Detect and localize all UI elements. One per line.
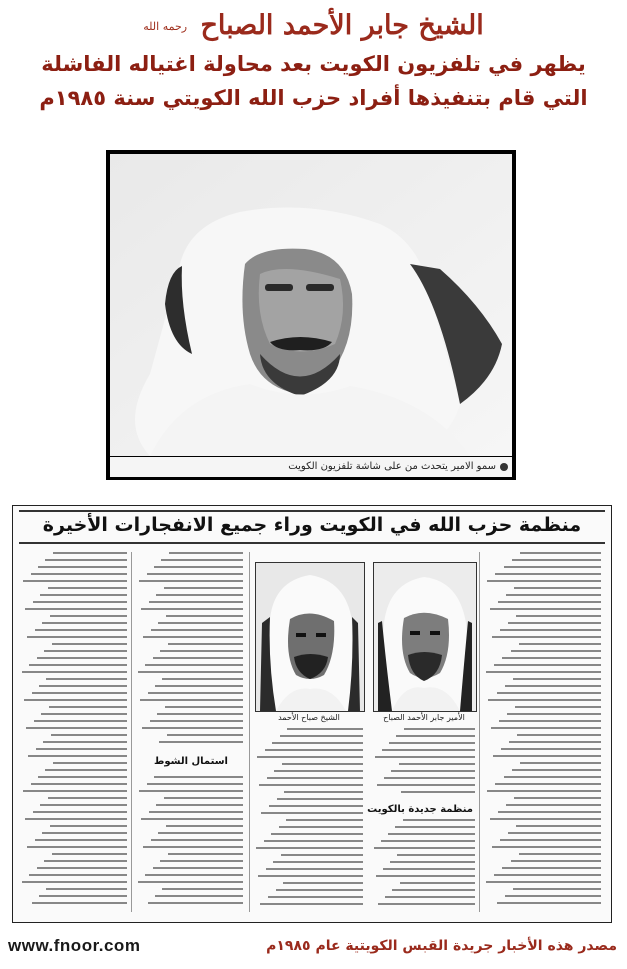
newsprint-line bbox=[45, 559, 127, 561]
newsprint-line bbox=[148, 692, 243, 694]
site-url: www.fnoor.com bbox=[8, 936, 141, 955]
newsprint-line bbox=[156, 594, 243, 596]
newsprint-line bbox=[45, 769, 127, 771]
newsprint-line bbox=[511, 860, 601, 862]
newsprint-line bbox=[166, 825, 243, 827]
newsprint-line bbox=[504, 776, 601, 778]
newsprint-line bbox=[141, 818, 243, 820]
newsprint-line bbox=[25, 608, 127, 610]
newsprint-line bbox=[499, 720, 601, 722]
newsprint-line bbox=[264, 840, 363, 842]
newsprint-line bbox=[491, 727, 601, 729]
newsprint-line bbox=[40, 804, 127, 806]
newsprint-line bbox=[53, 552, 127, 554]
newsprint-line bbox=[500, 629, 601, 631]
newsprint-line bbox=[32, 902, 127, 904]
newsprint-line bbox=[160, 650, 243, 652]
newsprint-line bbox=[141, 608, 243, 610]
newsprint-line bbox=[271, 833, 363, 835]
newsprint-line bbox=[156, 804, 243, 806]
newsprint-line bbox=[391, 770, 475, 772]
newsprint-line bbox=[383, 868, 475, 870]
newsprint-line bbox=[505, 685, 601, 687]
newsprint-line bbox=[32, 692, 127, 694]
newsprint-line bbox=[25, 818, 127, 820]
caption-bullet-icon bbox=[500, 463, 508, 471]
newsprint-line bbox=[165, 706, 243, 708]
newsprint-line bbox=[519, 853, 601, 855]
newsprint-line bbox=[46, 888, 127, 890]
photo-caption-text: سمو الامير يتحدث من على شاشة تلفزيون الكويت bbox=[288, 461, 496, 472]
newsprint-line bbox=[164, 797, 244, 799]
newsprint-line bbox=[389, 742, 475, 744]
newsprint-line bbox=[377, 784, 475, 786]
newsprint-line bbox=[284, 791, 363, 793]
newsprint-line bbox=[506, 594, 601, 596]
emir-photo-caption: الأمير جابر الأحمد الصباح bbox=[383, 713, 465, 722]
title-line-2: يظهر في تلفزيون الكويت بعد محاولة اغتياله الفاشلة bbox=[41, 52, 586, 76]
newsprint-line bbox=[492, 846, 601, 848]
newsprint-line bbox=[494, 874, 601, 876]
newsprint-line bbox=[167, 734, 243, 736]
newsprint-line bbox=[495, 573, 601, 575]
newsprint-line bbox=[497, 902, 601, 904]
newsprint-line bbox=[282, 763, 363, 765]
newsprint-line bbox=[157, 713, 243, 715]
newsprint-line bbox=[26, 727, 127, 729]
newsprint-line bbox=[504, 566, 601, 568]
subhead-new-organization: منظمة جديدة بالكويت bbox=[367, 804, 473, 815]
newsprint-line bbox=[516, 825, 601, 827]
title-suffix: رحمه الله bbox=[143, 20, 188, 33]
newsprint-line bbox=[24, 699, 127, 701]
newsprint-line bbox=[487, 790, 601, 792]
newsprint-line bbox=[140, 699, 243, 701]
newsprint-line bbox=[145, 664, 243, 666]
newsprint-line bbox=[139, 580, 243, 582]
newsprint-line bbox=[35, 839, 127, 841]
newsprint-line bbox=[151, 629, 243, 631]
newsprint-line bbox=[385, 896, 475, 898]
newsprint-line bbox=[34, 720, 127, 722]
newsprint-line bbox=[486, 671, 601, 673]
newsprint-line bbox=[513, 888, 601, 890]
newsprint-line bbox=[492, 636, 601, 638]
newsprint-line bbox=[513, 678, 601, 680]
newsprint-line bbox=[396, 735, 475, 737]
newsprint-line bbox=[273, 861, 363, 863]
newsprint-line bbox=[488, 699, 601, 701]
newsprint-line bbox=[514, 797, 601, 799]
newsprint-line bbox=[23, 790, 127, 792]
newsprint-line bbox=[139, 790, 243, 792]
newsprint-line bbox=[150, 720, 243, 722]
newsprint-line bbox=[52, 643, 127, 645]
newsprint-line bbox=[384, 777, 475, 779]
newsprint-line bbox=[388, 833, 475, 835]
newsprint-line bbox=[31, 573, 127, 575]
newspaper-clipping bbox=[12, 505, 612, 923]
newsprint-line bbox=[515, 706, 601, 708]
headline-rule-top bbox=[19, 510, 605, 512]
text-under-sabah-photo bbox=[255, 728, 363, 912]
newsprint-line bbox=[382, 749, 475, 751]
newsprint-line bbox=[168, 643, 243, 645]
newsprint-line bbox=[378, 903, 475, 905]
newsprint-line bbox=[269, 805, 363, 807]
newsprint-line bbox=[50, 825, 127, 827]
newsprint-line bbox=[260, 903, 363, 905]
source-attribution: مصدر هذه الأخبار جريدة القبس الكويتية عام ١٩٨٥م bbox=[266, 938, 617, 954]
newsprint-line bbox=[502, 867, 601, 869]
newsprint-line bbox=[517, 734, 601, 736]
column-divider bbox=[131, 552, 132, 912]
newsprint-line bbox=[520, 762, 601, 764]
newsprint-line bbox=[148, 902, 243, 904]
newsprint-line bbox=[168, 853, 243, 855]
newsprint-line bbox=[33, 601, 127, 603]
newsprint-line bbox=[143, 846, 243, 848]
newsprint-line bbox=[277, 798, 363, 800]
newsprint-line bbox=[50, 615, 127, 617]
newsprint-line bbox=[261, 812, 363, 814]
photo-caption bbox=[110, 457, 512, 477]
newsprint-line bbox=[274, 770, 363, 772]
newsprint-line bbox=[159, 741, 243, 743]
newsprint-line bbox=[506, 804, 601, 806]
newsprint-line bbox=[490, 818, 601, 820]
newsprint-line bbox=[38, 776, 127, 778]
newsprint-line bbox=[155, 685, 243, 687]
newsprint-line bbox=[36, 748, 127, 750]
text-column-right bbox=[485, 552, 601, 912]
emir-photo bbox=[373, 562, 477, 712]
newsprint-line bbox=[280, 735, 363, 737]
title-line-3: التي قام بتنفيذها أفراد حزب الله الكويتي سنة ١٩٨٥م bbox=[39, 86, 588, 110]
newsprint-line bbox=[138, 671, 243, 673]
newsprint-line bbox=[138, 881, 243, 883]
title-name: الشيخ جابر الأحمد الصباح bbox=[200, 10, 484, 41]
newsprint-line bbox=[51, 734, 127, 736]
newsprint-line bbox=[376, 875, 475, 877]
newsprint-line bbox=[161, 559, 243, 561]
newsprint-line bbox=[37, 867, 127, 869]
newsprint-line bbox=[147, 573, 243, 575]
newsprint-line bbox=[404, 728, 475, 730]
main-photo-frame bbox=[106, 150, 516, 480]
newsprint-line bbox=[143, 636, 243, 638]
newsprint-line bbox=[512, 769, 601, 771]
newsprint-line bbox=[498, 601, 601, 603]
newsprint-line bbox=[142, 727, 243, 729]
main-photo bbox=[110, 154, 512, 456]
newsprint-line bbox=[162, 888, 243, 890]
newsprint-line bbox=[487, 580, 601, 582]
newsprint-line bbox=[514, 587, 601, 589]
newsprint-line bbox=[42, 832, 127, 834]
newsprint-line bbox=[502, 657, 601, 659]
text-under-emir-photo bbox=[367, 728, 475, 912]
newsprint-line bbox=[154, 566, 243, 568]
newsprint-line bbox=[28, 755, 127, 757]
newsprint-line bbox=[512, 559, 601, 561]
newsprint-line bbox=[257, 756, 363, 758]
newsprint-line bbox=[43, 741, 127, 743]
newsprint-line bbox=[507, 713, 601, 715]
newsprint-line bbox=[158, 622, 243, 624]
newsprint-line bbox=[39, 685, 127, 687]
newsprint-line bbox=[495, 783, 601, 785]
sabah-portrait-image bbox=[256, 563, 364, 711]
column-divider bbox=[479, 552, 480, 912]
title-line-1 bbox=[0, 10, 627, 41]
newsprint-line bbox=[151, 839, 243, 841]
text-column-middle bbox=[137, 552, 243, 912]
newsprint-line bbox=[508, 622, 601, 624]
headline-rule-bottom bbox=[19, 542, 605, 544]
newsprint-line bbox=[505, 895, 601, 897]
newsprint-line bbox=[166, 615, 243, 617]
newsprint-line bbox=[500, 839, 601, 841]
newsprint-line bbox=[29, 874, 127, 876]
newsprint-line bbox=[154, 776, 243, 778]
newsprint-line bbox=[511, 650, 601, 652]
subhead-second: استمال الشوط bbox=[154, 756, 228, 767]
newsprint-line bbox=[399, 763, 476, 765]
newsprint-line bbox=[44, 650, 127, 652]
newsprint-line bbox=[401, 791, 475, 793]
newsprint-line bbox=[281, 854, 363, 856]
newsprint-line bbox=[279, 826, 363, 828]
newsprint-line bbox=[265, 749, 363, 751]
newsprint-line bbox=[256, 847, 363, 849]
newsprint-line bbox=[519, 643, 601, 645]
emir-portrait-image bbox=[374, 563, 476, 711]
column-divider bbox=[249, 552, 250, 912]
newsprint-line bbox=[268, 896, 363, 898]
newsprint-line bbox=[147, 783, 243, 785]
newsprint-line bbox=[494, 664, 601, 666]
newsprint-line bbox=[497, 692, 601, 694]
newsprint-line bbox=[153, 867, 243, 869]
newsprint-line bbox=[158, 832, 243, 834]
newsprint-line bbox=[397, 854, 475, 856]
newsprint-line bbox=[29, 664, 127, 666]
newsprint-line bbox=[145, 874, 243, 876]
newsprint-line bbox=[169, 552, 243, 554]
newsprint-line bbox=[48, 587, 128, 589]
newsprint-line bbox=[259, 784, 363, 786]
newsprint-line bbox=[508, 832, 601, 834]
newsprint-line bbox=[53, 762, 127, 764]
newsprint-line bbox=[403, 819, 475, 821]
newsprint-line bbox=[41, 713, 127, 715]
newsprint-line bbox=[42, 622, 127, 624]
newsprint-line bbox=[22, 671, 127, 673]
newsprint-line bbox=[44, 860, 127, 862]
newsprint-line bbox=[149, 811, 243, 813]
newsprint-line bbox=[498, 811, 601, 813]
newsprint-line bbox=[23, 580, 127, 582]
newsprint-line bbox=[493, 755, 601, 757]
newsprint-line bbox=[490, 608, 601, 610]
newsprint-line bbox=[381, 840, 475, 842]
newsprint-line bbox=[392, 889, 475, 891]
newsprint-line bbox=[287, 728, 363, 730]
newsprint-line bbox=[27, 846, 127, 848]
newsprint-line bbox=[160, 860, 243, 862]
newsprint-line bbox=[267, 777, 363, 779]
portrait-image bbox=[110, 154, 512, 456]
newsprint-line bbox=[37, 657, 127, 659]
newsprint-line bbox=[33, 811, 127, 813]
newsprint-line bbox=[22, 881, 127, 883]
newsprint-line bbox=[49, 706, 127, 708]
newsprint-line bbox=[27, 636, 127, 638]
newsprint-line bbox=[395, 826, 475, 828]
newsprint-line bbox=[162, 678, 243, 680]
newsprint-line bbox=[509, 741, 601, 743]
newsprint-line bbox=[40, 594, 127, 596]
newsprint-line bbox=[501, 748, 601, 750]
newsprint-line bbox=[486, 881, 601, 883]
newsprint-line bbox=[155, 895, 243, 897]
newsprint-line bbox=[48, 797, 128, 799]
newsprint-line bbox=[52, 853, 127, 855]
newsprint-line bbox=[258, 875, 363, 877]
text-column-left bbox=[21, 552, 127, 912]
newsprint-line bbox=[39, 895, 127, 897]
newsprint-line bbox=[31, 783, 127, 785]
newsprint-line bbox=[516, 615, 601, 617]
newsprint-line bbox=[286, 819, 363, 821]
newsprint-line bbox=[400, 882, 475, 884]
newsprint-line bbox=[283, 882, 363, 884]
newsprint-line bbox=[374, 847, 475, 849]
clipping-headline: منظمة حزب الله في الكويت وراء جميع الانفجارات الأخيرة bbox=[42, 514, 582, 536]
newsprint-line bbox=[46, 678, 127, 680]
newsprint-line bbox=[272, 742, 363, 744]
sabah-photo bbox=[255, 562, 365, 712]
newsprint-line bbox=[149, 601, 243, 603]
newsprint-line bbox=[266, 868, 363, 870]
newsprint-line bbox=[153, 657, 243, 659]
newsprint-line bbox=[38, 566, 127, 568]
newsprint-line bbox=[375, 756, 475, 758]
newsprint-line bbox=[276, 889, 363, 891]
sabah-photo-caption: الشيخ صباح الأحمد bbox=[278, 713, 340, 722]
newsprint-line bbox=[390, 861, 475, 863]
newsprint-line bbox=[35, 629, 127, 631]
newsprint-line bbox=[520, 552, 601, 554]
newsprint-line bbox=[164, 587, 244, 589]
